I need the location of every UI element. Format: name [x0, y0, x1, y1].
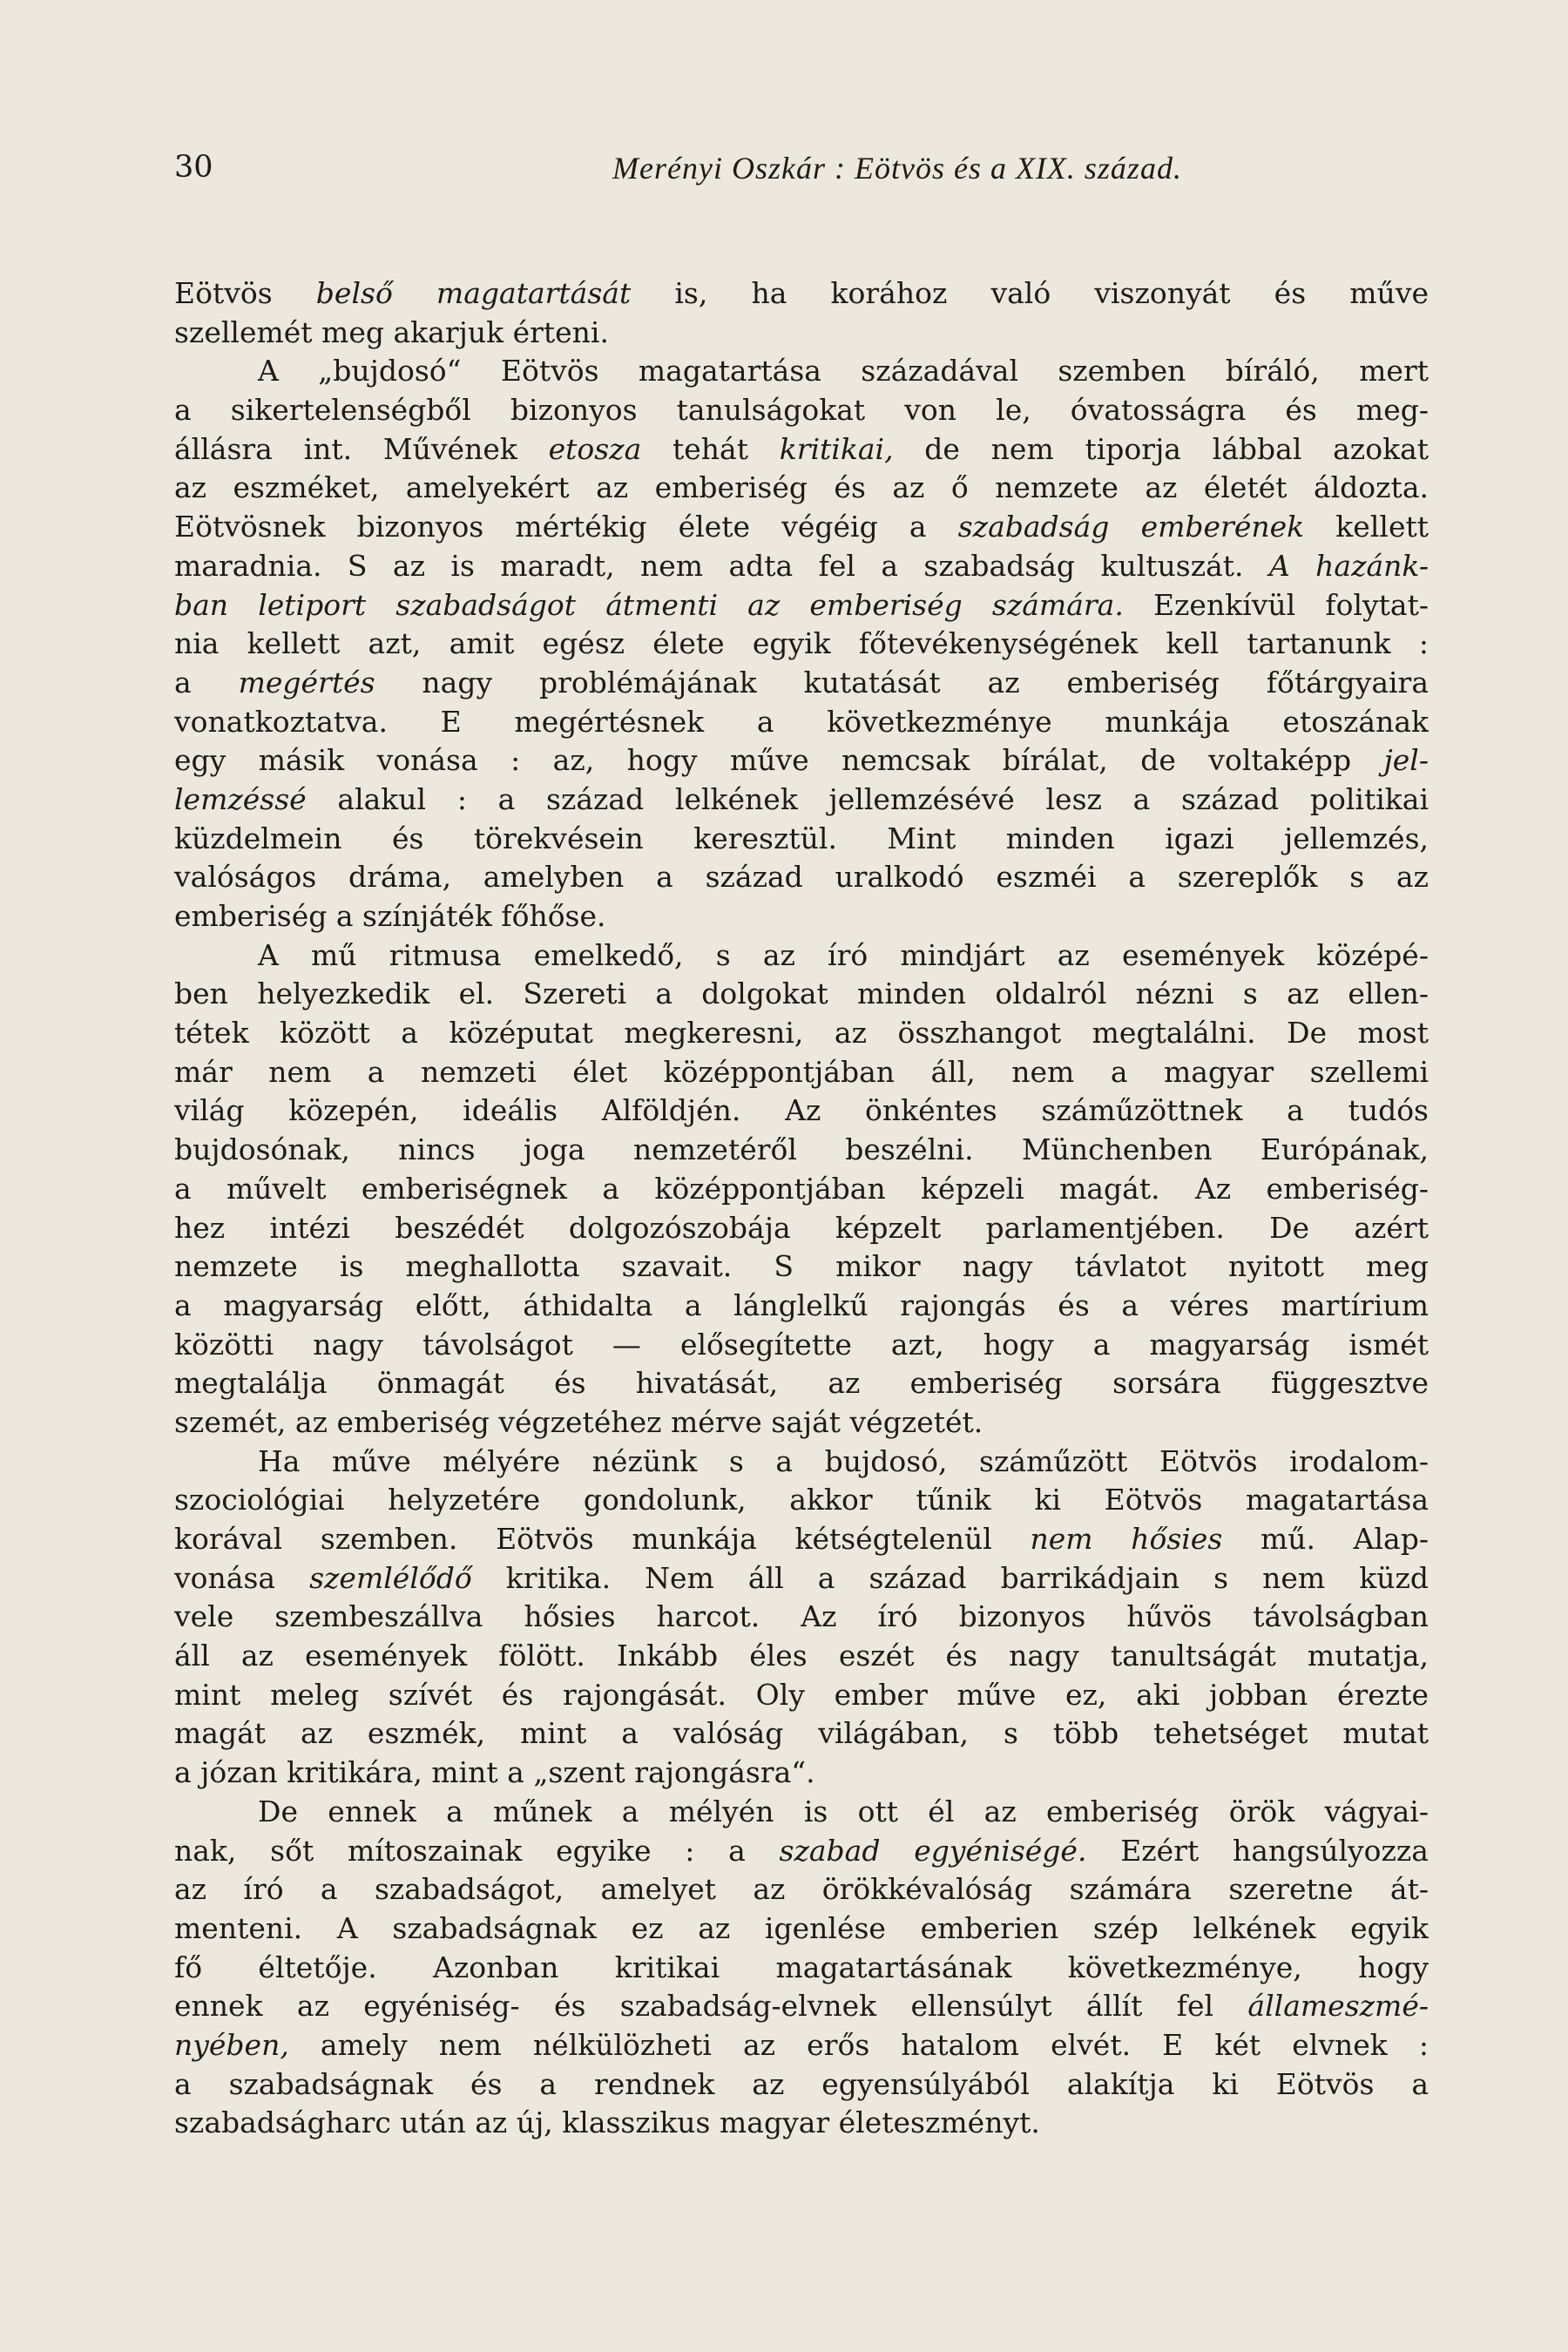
text-span: szabadságharc után az új, klasszikus magyar életeszményt.: [174, 2105, 1040, 2140]
text-line: [174, 1909, 1429, 1949]
text-line: [174, 1714, 1429, 1754]
text-span: valóságos dráma, amelyben a század uralkodó eszméi a szereplők s az: [174, 860, 1429, 895]
text-span: Eötvös: [174, 276, 316, 310]
text-line: [174, 2065, 1429, 2105]
text-line: [174, 274, 1429, 314]
italic-text: szabad egyéniségé.: [779, 1833, 1087, 1868]
text-span: az eszméket, amelyekért az emberiség és az ő nemzete az életét áldozta.: [174, 470, 1429, 505]
text-span: Ezenkívül folytat-: [1123, 587, 1429, 622]
text-span: Ezért hangsúlyozza: [1086, 1833, 1429, 1868]
text-span: vonása: [174, 1560, 310, 1595]
italic-text: megértés: [238, 665, 375, 700]
text-span: ben helyezkedik el. Szereti a dolgokat minden oldalról nézni s az ellen-: [174, 977, 1429, 1011]
text-line: [174, 1209, 1429, 1248]
text-line: [174, 936, 1429, 976]
text-line: [174, 1520, 1429, 1559]
italic-text: jel-: [1383, 743, 1429, 778]
text-line: [174, 741, 1429, 781]
text-line: [174, 1598, 1429, 1637]
text-line: [174, 820, 1429, 859]
text-line: [174, 1364, 1429, 1403]
page-number: 30: [174, 150, 213, 185]
text-span: a szabadságnak és a rendnek az egyensúlyából alakítja ki Eötvös a: [174, 2066, 1429, 2101]
text-span: nagy problémájának kutatását az emberiség főtárgyaira: [375, 665, 1429, 700]
text-span: már nem a nemzeti élet középpontjában áll, nem a magyar szellemi: [174, 1054, 1429, 1089]
text-line: [174, 858, 1429, 897]
text-span: közötti nagy távolságot — elősegítette azt, hogy a magyarság ismét: [174, 1327, 1429, 1362]
text-line: [174, 1870, 1429, 1909]
text-span: Eötvösnek bizonyos mértékig élete végéig a: [174, 510, 958, 544]
text-span: amely nem nélkülözheti az erős hatalom elvét. E két elvnek :: [288, 2027, 1429, 2062]
text-line: [174, 1170, 1429, 1209]
text-line: [174, 1287, 1429, 1326]
text-line: [174, 1637, 1429, 1676]
text-span: vonatkoztatva. E megértésnek a következménye munkája etoszának: [174, 704, 1429, 739]
text-span: nia kellett azt, amit egész élete egyik főtevékenységének kell tartanunk :: [174, 626, 1429, 661]
text-span: is, ha korához való viszonyát és műve: [631, 276, 1429, 310]
text-span: a: [174, 665, 239, 700]
text-span: nak, sőt mítoszainak egyike : a: [174, 1833, 780, 1868]
text-line: [174, 1793, 1429, 1832]
text-span: az író a szabadságot, amelyet az örökkévalóság számára szeretne át-: [174, 1872, 1429, 1907]
text-span: szellemét meg akarjuk érteni.: [174, 314, 609, 349]
text-span: maradnia. S az is maradt, nem adta fel a szabadság kultuszát.: [174, 548, 1269, 583]
italic-text: nem hősies: [1030, 1522, 1223, 1556]
text-line: [174, 1754, 1429, 1793]
text-span: a józan kritikára, mint a „szent rajongásra“.: [174, 1755, 815, 1790]
text-line: [174, 2104, 1429, 2143]
text-line: [174, 1832, 1429, 1871]
text-span: állásra int. Művének: [174, 431, 549, 466]
text-line: [174, 547, 1429, 586]
text-span: alakul : a század lelkének jellemzésévé lesz a század politikai: [306, 781, 1429, 816]
text-span: menteni. A szabadságnak ez az igenlése emberien szép lelkének egyik: [174, 1910, 1429, 1945]
text-line: [174, 664, 1429, 703]
text-span: Ha műve mélyére nézünk s a bujdosó, száműzött Eötvös irodalom-: [258, 1443, 1429, 1478]
text-line: [174, 1014, 1429, 1053]
text-line: [174, 352, 1429, 391]
text-line: [174, 2026, 1429, 2065]
text-line: [174, 1949, 1429, 1988]
text-line: [174, 1481, 1429, 1520]
text-line: [174, 975, 1429, 1014]
text-line: [174, 1092, 1429, 1131]
text-span: szemét, az emberiség végzetéhez mérve saját végzetét.: [174, 1404, 983, 1439]
text-line: [174, 508, 1429, 547]
italic-text: A hazánk-: [1268, 548, 1429, 583]
text-line: [174, 1131, 1429, 1170]
text-span: De ennek a műnek a mélyén is ott él az emberiség örök vágyai-: [258, 1794, 1429, 1828]
text-line: [174, 430, 1429, 470]
text-span: hez intézi beszédét dolgozószobája képzelt parlamentjében. De azért: [174, 1210, 1429, 1245]
text-span: A mű ritmusa emelkedő, s az író mindjárt az események középé-: [258, 937, 1429, 972]
text-span: mint meleg szívét és rajongását. Oly ember műve ez, aki jobban érezte: [174, 1677, 1429, 1712]
text-line: [174, 1559, 1429, 1598]
text-line: [174, 897, 1429, 936]
text-span: mű. Alap-: [1222, 1522, 1429, 1556]
text-span: nemzete is meghallotta szavait. S mikor nagy távlatot nyitott meg: [174, 1249, 1429, 1284]
text-line: [174, 586, 1429, 625]
text-line: [174, 469, 1429, 508]
text-line: [174, 1247, 1429, 1287]
body-text: [174, 274, 1429, 2143]
italic-text: nyében,: [174, 2027, 289, 2062]
italic-text: lemzéssé: [174, 781, 307, 816]
text-span: a művelt emberiségnek a középpontjában képzeli magát. Az emberiség-: [174, 1171, 1429, 1206]
text-line: [174, 1326, 1429, 1365]
text-span: kellett: [1304, 510, 1429, 544]
text-span: a magyarság előtt, áthidalta a lánglelkű rajongás és a véres martírium: [174, 1288, 1429, 1322]
text-line: [174, 781, 1429, 820]
italic-text: szabadság emberének: [957, 510, 1305, 544]
text-span: A „bujdosó“ Eötvös magatartása századával szemben bíráló, mert: [258, 354, 1429, 389]
text-span: tehát: [641, 431, 780, 466]
text-line: [174, 1053, 1429, 1092]
text-line: [174, 391, 1429, 430]
text-span: szociológiai helyzetére gondolunk, akkor tűnik ki Eötvös magatartása: [174, 1483, 1429, 1517]
text-line: [174, 314, 1429, 353]
text-span: megtalálja önmagát és hivatását, az emberiség sorsára függesztve: [174, 1366, 1429, 1401]
text-span: fő éltetője. Azonban kritikai magatartásának következménye, hogy: [174, 1950, 1429, 1984]
text-line: [174, 625, 1429, 664]
text-line: [174, 703, 1429, 742]
text-line: [174, 1403, 1429, 1443]
text-line: [174, 1987, 1429, 2026]
text-span: emberiség a színjáték főhőse.: [174, 899, 606, 933]
text-span: tétek között a középutat megkeresni, az összhangot megtalálni. De most: [174, 1016, 1429, 1051]
text-span: magát az eszmék, mint a valóság világában, s több tehetséget mutat: [174, 1716, 1429, 1751]
text-span: világ közepén, ideális Alföldjén. Az önkéntes száműzöttnek a tudós: [174, 1093, 1429, 1128]
text-span: korával szemben. Eötvös munkája kétségtelenül: [174, 1522, 1031, 1556]
text-span: vele szembeszállva hősies harcot. Az író bizonyos hűvös távolságban: [174, 1599, 1429, 1634]
text-line: [174, 1676, 1429, 1715]
italic-text: etosza: [548, 431, 642, 466]
italic-text: belső magatartását: [315, 276, 632, 310]
text-line: [174, 1443, 1429, 1482]
text-span: kritika. Nem áll a század barrikádjain s nem küzd: [471, 1560, 1429, 1595]
text-span: egy másik vonása : az, hogy műve nemcsak bírálat, de voltaképp: [174, 743, 1384, 778]
italic-text: kritikai,: [779, 431, 894, 466]
page-header: [174, 150, 1429, 193]
text-span: küzdelmein és törekvésein keresztül. Mint minden igazi jellemzés,: [174, 821, 1429, 855]
text-span: áll az események fölött. Inkább éles eszét és nagy tanultságát mutatja,: [174, 1639, 1429, 1673]
text-span: ennek az egyéniség- és szabadság-elvnek ellensúlyt állít fel: [174, 1989, 1248, 2024]
italic-text: szemlélődő: [309, 1560, 472, 1595]
text-span: bujdosónak, nincs joga nemzetéről beszélni. Münchenben Európának,: [174, 1132, 1429, 1167]
text-span: a sikertelenségből bizonyos tanulságokat von le, óvatosságra és meg-: [174, 393, 1429, 428]
running-head: Merényi Oszkár : Eötvös és a XIX. század.: [612, 151, 1182, 186]
italic-text: állameszmé-: [1247, 1989, 1429, 2024]
text-span: de nem tiporja lábbal azokat: [893, 431, 1429, 466]
italic-text: ban letiport szabadságot átmenti az emberiség számára.: [174, 587, 1124, 622]
